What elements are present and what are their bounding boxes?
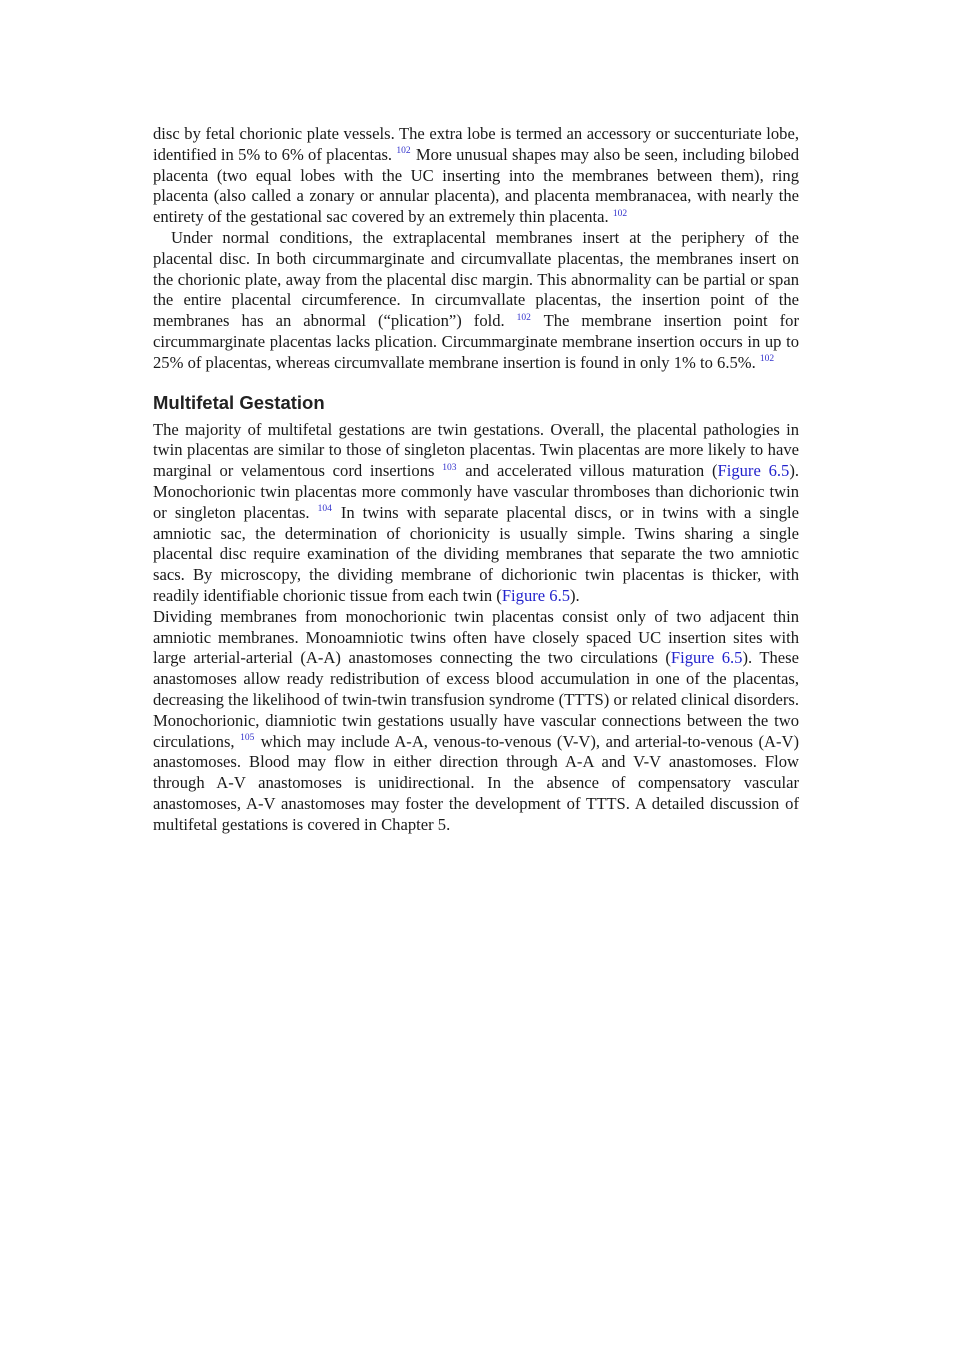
citation-reference[interactable]: 102 (759, 354, 775, 365)
text-run: More unusual shapes may also be seen, including bilobed placenta (two equal lobes with the UC inserting into the membranes between them), ring placenta (also called a zonary or annular placenta), and placenta membranacea, with nearly the entirety of the gestational sac covered by an extremely thin placenta. (153, 144, 800, 227)
text-run: and accelerated villous maturation ( (457, 461, 718, 481)
citation-reference[interactable]: 104 (317, 504, 332, 515)
citation-reference[interactable]: 102 (516, 312, 531, 323)
text-run: In twins with separate placental discs, or in twins with a single amniotic sac, the determination of chorionicity is usually simple. Twins sharing a single placental disc require examination of the dividing membranes that separate the two amniotic sacs. By microscopy, the dividing membrane of dichorionic twin placentas is thicker, with readily identifiable chorionic tissue from each twin ( (153, 502, 799, 605)
citation-reference[interactable]: 102 (396, 146, 411, 157)
text-run: ). These anastomoses allow ready redistribution of excess blood accumulation in one of the placentas, decreasing the likelihood of twin-twin transfusion syndrome (TTTS) or related clinical disorders. Monochorionic, diamniotic twin gestations usually have vascular connections between the two circulations, (153, 648, 799, 751)
text-run: ). Monochorionic twin placentas more commonly have vascular thromboses than dichorionic twin or singleton placentas. (153, 461, 800, 522)
text-run: disc by fetal chorionic plate vessels. The extra lobe is termed an accessory or succenturiate lobe, identified in 5% to 6% of placentas. (153, 124, 799, 164)
text-run: The majority of multifetal gestations are twin gestations. Overall, the placental pathologies in twin placentas are similar to those of singleton placentas. Twin placentas are more likely to have marginal or velamentous cord insertions (153, 419, 799, 481)
figure-link[interactable]: Figure 6.5 (501, 585, 571, 605)
figure-link[interactable]: Figure 6.5 (670, 648, 743, 668)
text-run: Under normal conditions, the extraplacental membranes insert at the periphery of the placental disc. In both circummarginate and circumvallate placentas, the membranes insert on the chorionic plate, away from the placental disc margin. This abnormality can be partial or span the entire placental circumference. In circumvallate placentas, the insertion point of the membranes has an abnormal (“plication”) fold. (153, 227, 799, 331)
citation-reference[interactable]: 103 (442, 462, 457, 473)
body-paragraph (153, 420, 799, 607)
text-run: The membrane insertion point for circummarginate placentas lacks plication. Circummarginate membrane insertion occurs in up to 25% of placentas, whereas circumvallate membrane insertion is found in only 1% to 6.5%. (153, 311, 799, 372)
body-paragraph (153, 124, 799, 228)
figure-link[interactable]: Figure 6.5 (717, 461, 790, 481)
text-run: which may include A-A, venous-to-venous (V-V), and arterial-to-venous (A-V) anastomoses. Blood may flow in either direction through A-A and V-V anastomoses. Flow through A-V anastomoses is unidirectional. In the absence of compensatory vascular anastomoses, A-V anastomoses may foster the development of TTTS. A detailed discussion of multifetal gestations is covered in Chapter 5. (153, 731, 800, 834)
text-run: Dividing membranes from monochorionic twin placentas consist only of two adjacent thin amniotic membranes. Monoamniotic twins often have closely spaced UC insertion sites with large arterial-arterial (A-A) anastomoses connecting the two circulations ( (153, 606, 799, 668)
section-heading: Multifetal Gestation (153, 391, 325, 413)
body-paragraph (153, 228, 799, 374)
citation-reference[interactable]: 105 (240, 732, 255, 743)
body-paragraph (153, 607, 799, 836)
citation-reference[interactable]: 102 (612, 208, 628, 219)
text-run: ). (570, 585, 580, 605)
document-page (153, 124, 799, 836)
